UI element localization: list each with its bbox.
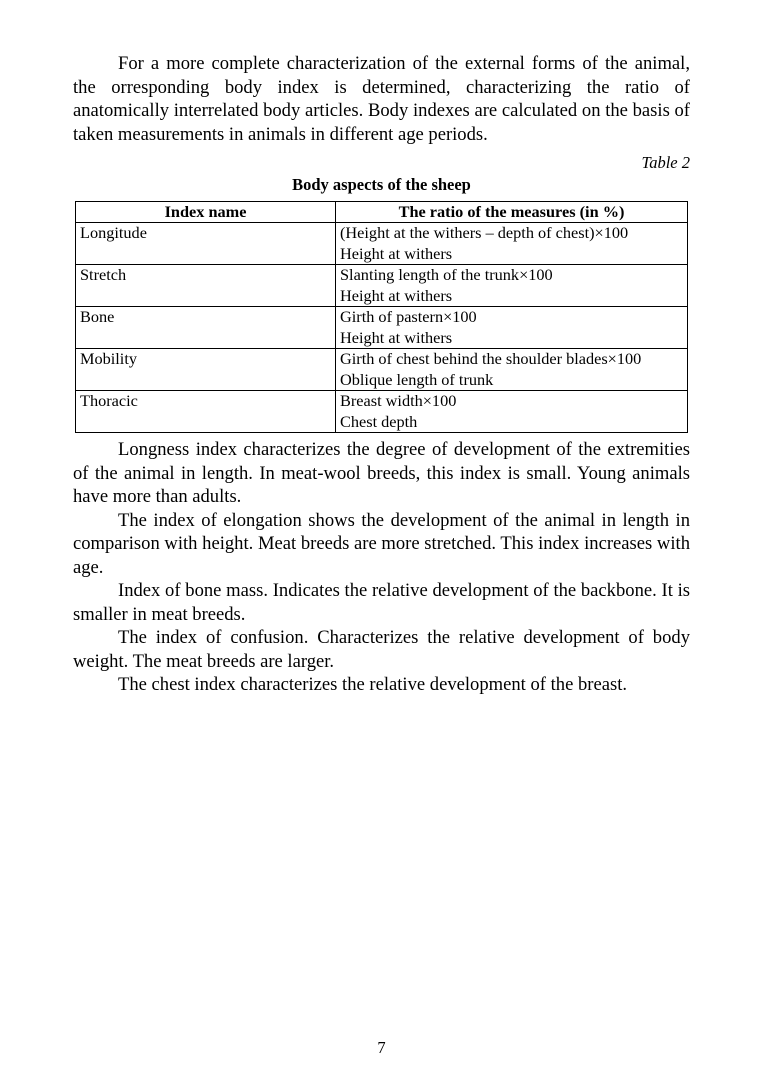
index-name-cell: Longitude (76, 223, 336, 265)
ratio-denominator: Height at withers (340, 243, 453, 263)
ratio-denominator: Height at withers (340, 327, 453, 347)
table-row (76, 223, 688, 265)
paragraph-longness: Longness index characterizes the degree of development of the extremities of the animal in length. In meat-wool breeds, this index is small. Young animals have more than adults. (73, 439, 690, 507)
ratio-cell (336, 265, 688, 307)
paragraph-confusion: The index of confusion. Characterizes the relative development of body weight. The meat breeds are larger. (73, 627, 690, 672)
table-row (76, 391, 688, 433)
ratio-cell (336, 223, 688, 265)
ratio-denominator: Height at withers (340, 285, 453, 305)
ratio-numerator: Breast width×100 (340, 391, 457, 410)
body-text (73, 438, 690, 697)
table-row (76, 307, 688, 349)
index-name-cell: Stretch (76, 265, 336, 307)
paragraph-bone-mass: Index of bone mass. Indicates the relative development of the backbone. It is smaller in meat breeds. (73, 580, 690, 625)
ratio-denominator: Chest depth (340, 411, 418, 431)
table-title: Body aspects of the sheep (292, 175, 471, 194)
intro-paragraph: For a more complete characterization of the external forms of the animal, the orresponding body index is determined, characterizing the ratio of anatomically interrelated body articles. Body indexes are calculated on the basis of taken measurements in animals in different age periods. (73, 53, 690, 145)
table-row (76, 349, 688, 391)
column-header-index-name: Index name (76, 202, 336, 223)
paragraph-chest: The chest index characterizes the relative development of the breast. (118, 674, 628, 695)
column-header-ratio: The ratio of the measures (in %) (336, 202, 688, 223)
index-name-cell: Bone (76, 307, 336, 349)
page-number: 7 (377, 1038, 386, 1057)
ratio-cell (336, 349, 688, 391)
ratio-numerator: Girth of pastern×100 (340, 307, 477, 326)
ratio-cell (336, 391, 688, 433)
ratio-cell (336, 307, 688, 349)
ratio-numerator: Slanting length of the trunk×100 (340, 265, 553, 284)
ratio-numerator: Girth of chest behind the shoulder blades×100 (340, 349, 642, 368)
page-content (73, 52, 690, 697)
ratio-denominator: Oblique length of trunk (340, 369, 494, 389)
table-caption: Table 2 (641, 153, 690, 172)
ratio-numerator: (Height at the withers – depth of chest)×100 (340, 223, 629, 242)
body-index-table (75, 201, 688, 433)
table-header-row (76, 202, 688, 223)
index-name-cell: Mobility (76, 349, 336, 391)
index-name-cell: Thoracic (76, 391, 336, 433)
table-row (76, 265, 688, 307)
paragraph-elongation: The index of elongation shows the development of the animal in length in comparison with height. Meat breeds are more stretched. This index increases with age. (73, 509, 690, 578)
